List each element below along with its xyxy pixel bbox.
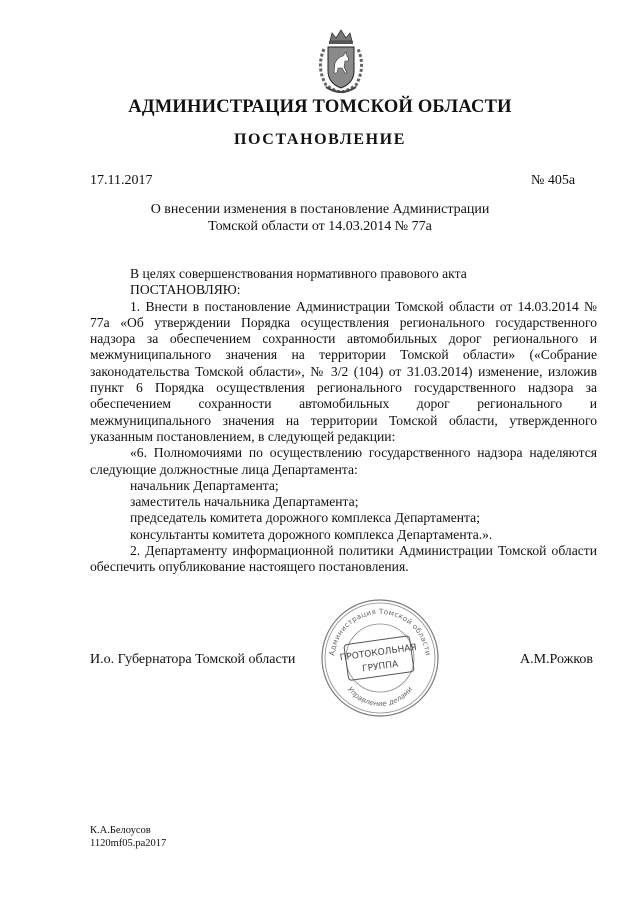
document-subject [0,201,640,235]
quote-list-item: консультанты комитета дорожного комплекса Департамента.». [130,526,493,542]
document-body [90,266,597,576]
quote-list-item: председатель комитета дорожного комплекса Департамента; [130,510,480,526]
quote-list-item: заместитель начальника Департамента; [130,494,359,510]
quote-list-item: начальник Департамента; [130,477,279,493]
svg-text:Администрация Томской области: Администрация Томской области [327,606,433,657]
resolve-paragraph: ПОСТАНОВЛЯЮ: [130,282,241,298]
footer-author: К.А.Белоусов [90,825,151,836]
document-date: 17.11.2017 [90,173,153,188]
svg-text:ГРУППА: ГРУППА [361,659,399,675]
svg-text:Управление делами: Управление делами [345,684,415,709]
official-stamp [316,596,444,720]
signatory-title: И.о. Губернатора Томской области [90,652,296,667]
document-number: № 405а [531,173,576,188]
item-2-paragraph: 2. Департаменту информационной политики Администрации Томской области обеспечить опубликование настоящего постановления. [90,543,597,575]
document-type-title: ПОСТАНОВЛЕНИЕ [234,131,406,148]
preamble-paragraph: В целях совершенствования нормативного правового акта [130,266,467,281]
subject-line: Томской области от 14.03.2014 № 77а [208,219,432,234]
svg-text:ПРОТОКОЛЬНАЯ: ПРОТОКОЛЬНАЯ [339,642,418,664]
footer [90,824,166,850]
footer-code: 1120mf05.pa2017 [90,838,167,849]
coat-of-arms-emblem [312,27,370,97]
subject-line: О внесении изменения в постановление Администрации [150,202,490,217]
quote-intro-paragraph: «6. Полномочиями по осуществлению государственного надзора наделяются следующие должностные лица Департамента: [90,445,597,477]
item-1-paragraph: 1. Внести в постановление Администрации Томской области от 14.03.2014 № 77а «Об утверждении Порядка осуществления регионального государственного надзора за обеспечением сохранности автомобильных дорог регионального и межмуниципального значения на территории Томской области» («Собрание законодательства Томской области», № 3/2 (104) от 31.03.2014) изменение, изложив пункт 6 Порядка осуществления регионального государственного надзора за обеспечением сохранности автомобильных дорог регионального и межмуниципального значения на территории Томской области, утвержденного указанным постановлением, в следующей редакции: [90,298,597,444]
organization-title: АДМИНИСТРАЦИЯ ТОМСКОЙ ОБЛАСТИ [128,97,512,117]
signatory-name: А.М.Рожков [520,652,594,667]
